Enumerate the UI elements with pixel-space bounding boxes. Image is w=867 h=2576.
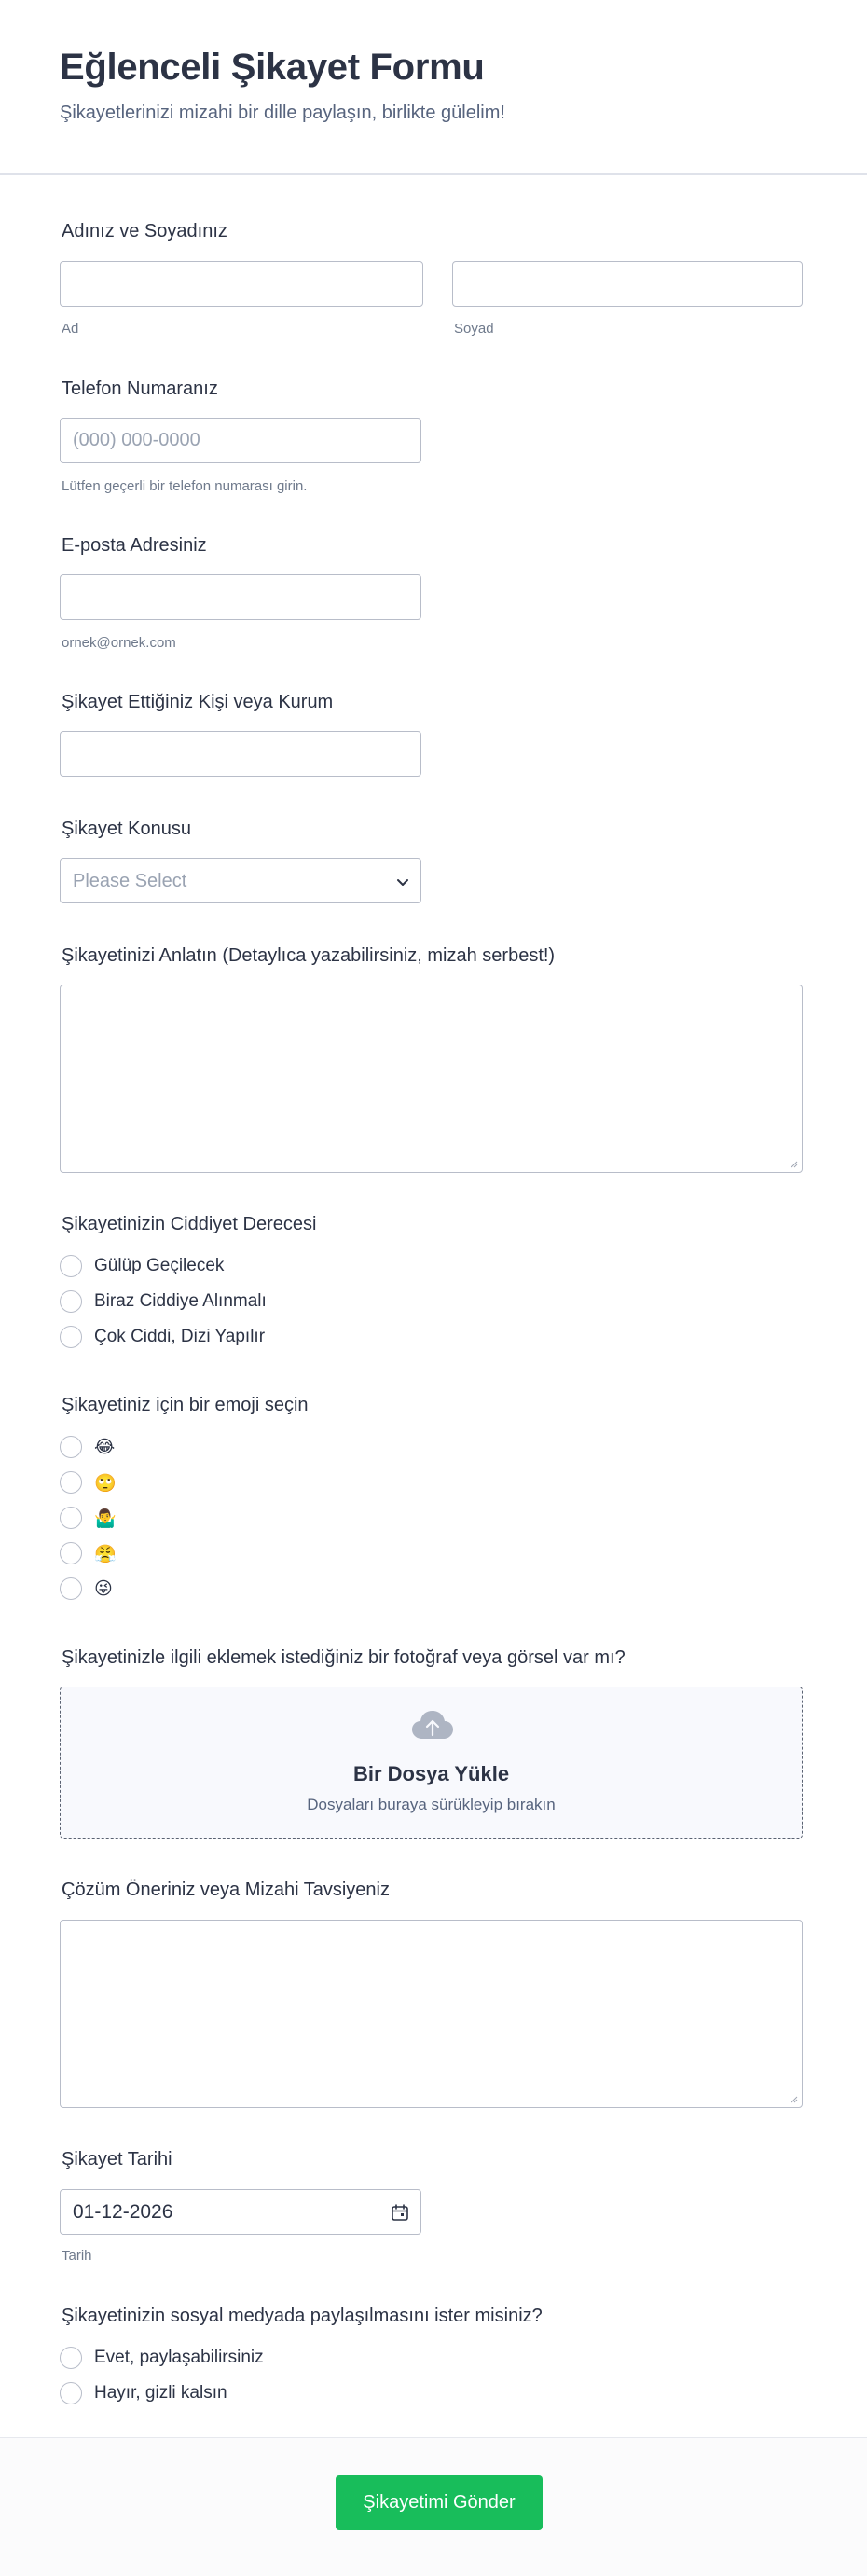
last-name-sublabel: Soyad xyxy=(454,321,494,337)
topic-select-value: Please Select xyxy=(73,871,187,891)
radio-button[interactable] xyxy=(60,1255,82,1277)
cloud-upload-icon xyxy=(411,1709,454,1741)
name-label: Adınız ve Soyadınız xyxy=(62,221,227,241)
radio-button[interactable] xyxy=(60,1326,82,1348)
target-label: Şikayet Ettiğiniz Kişi veya Kurum xyxy=(62,692,334,712)
file-upload-dropzone[interactable] xyxy=(60,1687,803,1839)
date-label: Şikayet Tarihi xyxy=(62,2149,172,2170)
form-header xyxy=(0,0,867,175)
resize-grip-icon[interactable] xyxy=(789,2094,798,2103)
radio-button[interactable] xyxy=(60,2382,82,2404)
description-textarea[interactable] xyxy=(60,985,803,1173)
radio-label: Gülüp Geçilecek xyxy=(94,1256,225,1275)
target-input[interactable] xyxy=(60,731,421,777)
share-label: Şikayetinizin sosyal medyada paylaşılmasını ister misiniz? xyxy=(62,2306,543,2326)
solution-label: Çözüm Öneriniz veya Mizahi Tavsiyeniz xyxy=(62,1880,390,1900)
topic-select[interactable] xyxy=(60,858,421,903)
upload-label: Şikayetinizle ilgili eklemek istediğiniz bir fotoğraf veya görsel var mı? xyxy=(62,1647,626,1668)
form-subtitle: Şikayetlerinizi mizahi bir dille paylaşın, birlikte gülelim! xyxy=(60,103,505,123)
email-input[interactable] xyxy=(60,574,421,620)
email-sublabel: ornek@ornek.com xyxy=(62,635,176,651)
solution-textarea[interactable] xyxy=(60,1920,803,2108)
radio-label: 🙄 xyxy=(94,1474,117,1494)
calendar-icon[interactable] xyxy=(391,2203,409,2222)
radio-label: 🤷‍♂️ xyxy=(94,1509,117,1529)
submit-button[interactable]: Şikayetimi Gönder xyxy=(336,2475,543,2530)
first-name-sublabel: Ad xyxy=(62,321,79,337)
emoji-label: Şikayetiniz için bir emoji seçin xyxy=(62,1395,309,1415)
date-input[interactable] xyxy=(60,2189,421,2235)
severity-label: Şikayetinizin Ciddiyet Derecesi xyxy=(62,1214,317,1234)
first-name-input[interactable] xyxy=(60,261,423,307)
radio-button[interactable] xyxy=(60,1542,82,1564)
topic-label: Şikayet Konusu xyxy=(62,819,191,839)
radio-button[interactable] xyxy=(60,1577,82,1600)
radio-label: 😂 xyxy=(94,1438,116,1457)
radio-label: Biraz Ciddiye Alınmalı xyxy=(94,1291,267,1311)
date-sublabel: Tarih xyxy=(62,2248,92,2264)
radio-label: 😜 xyxy=(94,1579,113,1599)
phone-label: Telefon Numaranız xyxy=(62,379,218,399)
email-label: E-posta Adresiniz xyxy=(62,535,207,556)
description-label: Şikayetinizi Anlatın (Detaylıca yazabilirsiniz, mizah serbest!) xyxy=(62,945,556,966)
upload-title: Bir Dosya Yükle xyxy=(352,1762,510,1785)
radio-button[interactable] xyxy=(60,2347,82,2369)
radio-button[interactable] xyxy=(60,1471,82,1494)
radio-button[interactable] xyxy=(60,1290,82,1313)
radio-label: Çok Ciddi, Dizi Yapılır xyxy=(94,1327,266,1346)
radio-button[interactable] xyxy=(60,1436,82,1458)
form-footer xyxy=(0,2437,867,2576)
last-name-input[interactable] xyxy=(452,261,803,307)
radio-button[interactable] xyxy=(60,1507,82,1529)
resize-grip-icon[interactable] xyxy=(789,1159,798,1168)
radio-label: Hayır, gizli kalsın xyxy=(94,2383,227,2403)
form-title: Eğlenceli Şikayet Formu xyxy=(60,47,485,88)
phone-sublabel: Lütfen geçerli bir telefon numarası girin. xyxy=(62,478,308,494)
upload-hint: Dosyaları buraya sürükleyip bırakın xyxy=(307,1796,556,1813)
phone-input[interactable] xyxy=(60,418,421,463)
radio-label: Evet, paylaşabilirsiniz xyxy=(94,2348,264,2367)
chevron-down-icon xyxy=(394,874,411,890)
radio-label: 😤 xyxy=(94,1545,117,1564)
date-value: 01-12-2026 xyxy=(73,2201,173,2223)
